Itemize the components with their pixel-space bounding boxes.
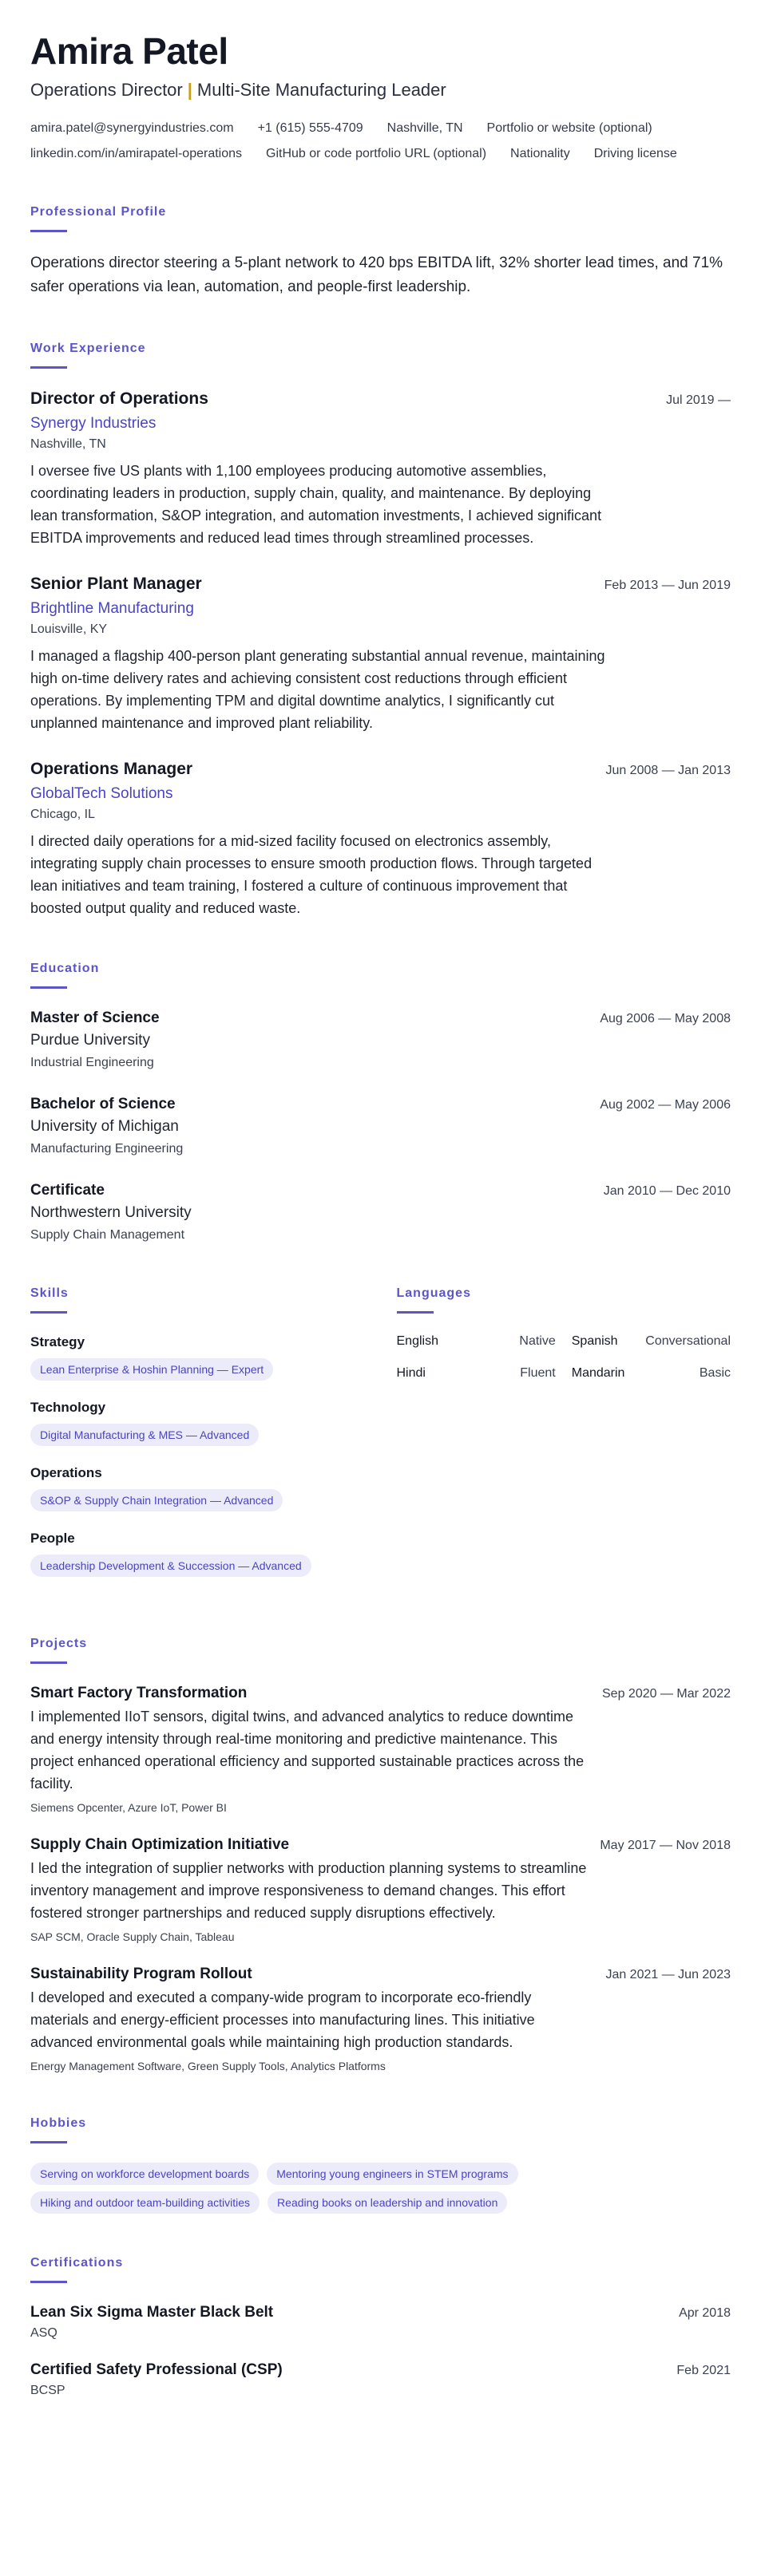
certifications-section (30, 2255, 731, 2400)
job-date: Feb 2013 — Jun 2019 (604, 579, 731, 592)
skill-chip: Leadership Development & Succession — Advanced (30, 1555, 311, 1577)
projects-section (30, 1636, 731, 2074)
section-heading: Hobbies (30, 2116, 87, 2130)
field-of-study: Manufacturing Engineering (30, 1142, 184, 1156)
job-date: Jun 2008 — Jan 2013 (605, 764, 731, 777)
skill-chip: S&OP & Supply Chain Integration — Advanced (30, 1489, 283, 1511)
hobbies-section (30, 2116, 731, 2214)
experience-entry (30, 573, 731, 734)
certification-issuer: BCSP (30, 2384, 65, 2397)
job-title: Operations Manager (30, 760, 193, 778)
job-description: I directed daily operations for a mid-sized facility focused on electronics assembly, integrating supply chain processes to ensure smooth production flows. Through targeted lean initiatives and team training, I fostered a culture of continuous improvement that boosted output quality and reduced waste. (30, 833, 593, 916)
field-of-study: Supply Chain Management (30, 1228, 185, 1242)
profile-section (30, 204, 731, 299)
project-entry (30, 1835, 731, 1945)
job-location: Chicago, IL (30, 808, 95, 821)
project-technologies: Energy Management Software, Green Supply Tools, Analytics Platforms (30, 2060, 386, 2072)
contact-linkedin[interactable]: linkedin.com/in/amirapatel-operations (30, 147, 243, 160)
language-list (397, 1333, 731, 1382)
certification-title: Certified Safety Professional (CSP) (30, 2361, 283, 2378)
profile-summary: Operations director steering a 5-plant network to 420 bps EBITDA lift, 32% shorter lead times, and 71% safer operations via lean, automation, and people-first leadership. (30, 255, 723, 295)
company-name: Brightline Manufacturing (30, 600, 194, 617)
section-heading: Projects (30, 1637, 88, 1650)
section-divider (397, 1311, 434, 1314)
education-section (30, 961, 731, 1244)
hobby-chip: Reading books on leadership and innovation (268, 2191, 507, 2214)
hobby-chip: Hiking and outdoor team-building activities (30, 2191, 260, 2214)
education-entry (30, 1094, 731, 1158)
skills-section (30, 1286, 365, 1594)
project-technologies: SAP SCM, Oracle Supply Chain, Tableau (30, 1930, 235, 1943)
skill-category: Strategy (30, 1334, 85, 1349)
skill-chip: Digital Manufacturing & MES — Advanced (30, 1424, 259, 1446)
language-name: Spanish (571, 1334, 618, 1348)
language-item (572, 1333, 731, 1350)
section-divider (30, 1311, 67, 1314)
education-date: Aug 2006 — May 2008 (600, 1012, 731, 1025)
project-description: I developed and executed a company-wide program to incorporate eco-friendly materials and energy-efficient processes into manufacturing lines. This initiative advanced environmental goals while maintaining high production standards. (30, 1989, 535, 2050)
project-date: May 2017 — Nov 2018 (600, 1839, 731, 1852)
certification-issuer: ASQ (30, 2326, 57, 2340)
job-title: Director of Operations (30, 389, 208, 408)
skill-group (30, 1398, 365, 1446)
hobby-list (30, 2163, 589, 2214)
certification-entry (30, 2360, 731, 2400)
language-level: Fluent (520, 1366, 556, 1380)
headline-title: Operations Director (30, 80, 183, 100)
section-heading: Education (30, 962, 100, 975)
certification-date: Apr 2018 (679, 2306, 731, 2320)
section-divider (30, 1661, 67, 1664)
language-level: Conversational (645, 1334, 731, 1348)
section-divider (30, 986, 67, 989)
project-entry (30, 1683, 731, 1815)
contact-portfolio[interactable]: Portfolio or website (optional) (486, 121, 652, 135)
company-name: Synergy Industries (30, 415, 157, 432)
section-divider (30, 230, 67, 232)
section-divider (30, 2141, 67, 2143)
education-entry (30, 1008, 731, 1072)
certification-entry (30, 2302, 731, 2342)
project-date: Sep 2020 — Mar 2022 (602, 1687, 731, 1701)
degree-title: Certificate (30, 1182, 105, 1199)
section-heading: Skills (30, 1286, 69, 1300)
resume-header (30, 29, 731, 163)
contact-driving-license: Driving license (593, 147, 677, 160)
degree-title: Master of Science (30, 1009, 160, 1026)
language-level: Native (519, 1334, 556, 1348)
section-heading: Languages (396, 1286, 471, 1300)
contact-nationality: Nationality (510, 147, 570, 160)
experience-entry (30, 758, 731, 919)
job-description: I managed a flagship 400-person plant generating substantial annual revenue, maintaining high on-time delivery rates and achieving consistent cost reductions through efficient operations. By implementing TPM and digital downtime analytics, I significantly cut unplanned maintenance and improved plant reliability. (30, 648, 605, 731)
skill-chip: Lean Enterprise & Hoshin Planning — Expert (30, 1358, 273, 1381)
job-location: Louisville, KY (30, 622, 108, 636)
candidate-name: Amira Patel (30, 30, 228, 72)
languages-section (397, 1286, 731, 1594)
skill-group (30, 1333, 365, 1381)
contact-phone[interactable]: +1 (615) 555-4709 (257, 121, 363, 135)
project-title: Smart Factory Transformation (30, 1685, 248, 1701)
language-name: Hindi (396, 1366, 426, 1380)
skill-category: Operations (30, 1465, 102, 1480)
education-date: Jan 2010 — Dec 2010 (603, 1184, 731, 1198)
project-title: Supply Chain Optimization Initiative (30, 1836, 290, 1853)
section-heading: Certifications (30, 2256, 124, 2270)
headline-separator: | (187, 80, 192, 100)
job-description: I oversee five US plants with 1,100 employees producing automotive assemblies, coordinating leaders in production, supply chain, quality, and maintenance. By deploying lean transformation, S&OP integration, and automation investments, I achieved significant EBITDA improvements and reduced lead times through streamlined processes. (30, 463, 602, 546)
hobby-chip: Serving on workforce development boards (30, 2163, 259, 2185)
company-name: GlobalTech Solutions (30, 785, 173, 802)
language-name: Mandarin (571, 1366, 625, 1380)
contact-list (30, 120, 685, 163)
language-level: Basic (699, 1366, 731, 1380)
job-date: Jul 2019 — (666, 393, 731, 407)
project-entry (30, 1964, 731, 2074)
project-technologies: Siemens Opcenter, Azure IoT, Power BI (30, 1801, 227, 1814)
section-divider (30, 366, 67, 369)
skill-category: Technology (30, 1400, 106, 1415)
school-name: Northwestern University (30, 1204, 192, 1221)
language-item (397, 1365, 556, 1382)
skill-group (30, 1529, 365, 1577)
language-name: English (396, 1334, 438, 1348)
skills-languages-row (30, 1286, 731, 1594)
certification-title: Lean Six Sigma Master Black Belt (30, 2304, 274, 2321)
field-of-study: Industrial Engineering (30, 1056, 154, 1069)
contact-github[interactable]: GitHub or code portfolio URL (optional) (266, 147, 487, 160)
project-description: I led the integration of supplier networks with production planning systems to streamline inventory management and improve responsiveness to demand changes. This effort fostered stronger partnerships and reduced supply disruptions effectively. (30, 1860, 587, 1921)
school-name: University of Michigan (30, 1118, 179, 1135)
section-divider (30, 2281, 67, 2283)
project-date: Jan 2021 — Jun 2023 (605, 1968, 731, 1981)
project-description: I implemented IIoT sensors, digital twins, and advanced analytics to reduce downtime and energy intensity through real-time monitoring and predictive maintenance. This project enhanced operational efficiency and supported sustainable practices across the facility. (30, 1709, 585, 1792)
experience-entry (30, 388, 731, 549)
headline (30, 78, 731, 102)
experience-section (30, 341, 731, 919)
degree-title: Bachelor of Science (30, 1096, 176, 1112)
job-title: Senior Plant Manager (30, 575, 202, 593)
job-location: Nashville, TN (30, 437, 106, 451)
school-name: Purdue University (30, 1032, 150, 1049)
skill-category: People (30, 1531, 75, 1546)
contact-email[interactable]: amira.patel@synergyindustries.com (30, 121, 234, 135)
contact-location: Nashville, TN (386, 121, 463, 135)
section-heading: Professional Profile (30, 205, 167, 219)
education-entry (30, 1180, 731, 1244)
certification-date: Feb 2021 (676, 2364, 731, 2377)
education-date: Aug 2002 — May 2006 (600, 1098, 731, 1112)
hobby-chip: Mentoring young engineers in STEM programs (267, 2163, 517, 2185)
language-item (397, 1333, 556, 1350)
skill-group (30, 1464, 365, 1511)
project-title: Sustainability Program Rollout (30, 1966, 252, 1982)
headline-subtitle: Multi-Site Manufacturing Leader (196, 80, 446, 100)
section-heading: Work Experience (30, 342, 146, 355)
language-item (572, 1365, 731, 1382)
